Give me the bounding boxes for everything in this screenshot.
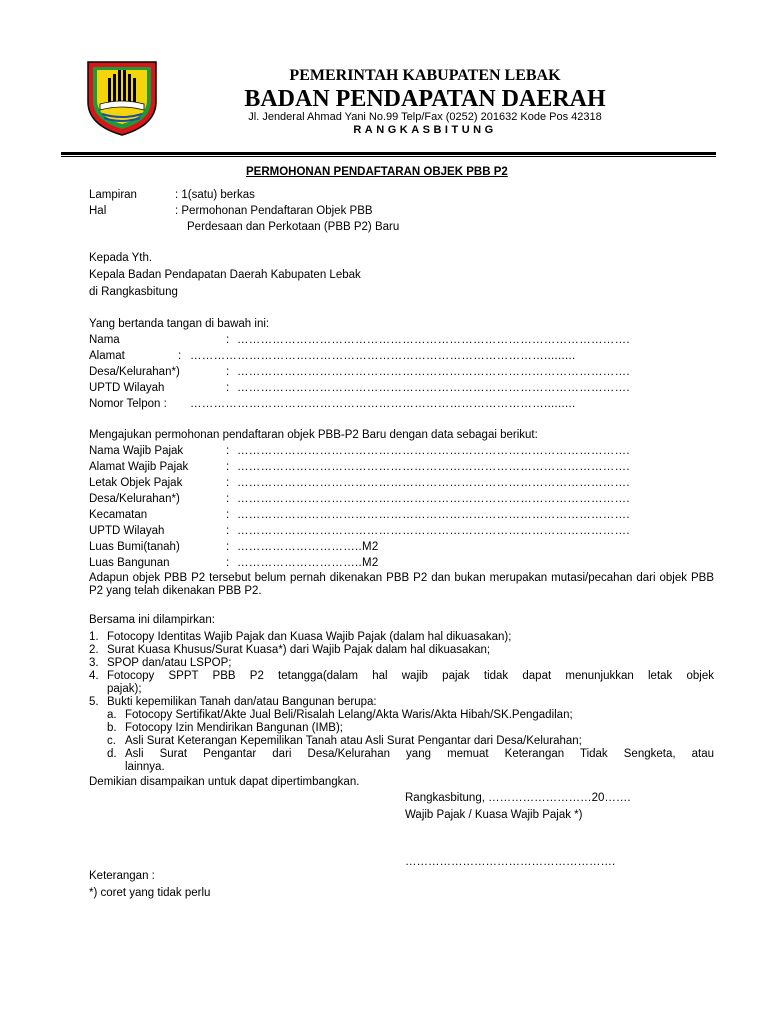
field-blank-luas-bangunan: …………………………..M2 [237,557,379,569]
field-colon: : [178,350,182,362]
field-blank-telpon: ………………………………………………………………………………......... [190,398,576,410]
applicant-intro: Yang bertanda tangan di bawah ini: [89,318,270,330]
attachment-subitem-continuation: lainnya. [125,761,165,773]
field-label-upt-objek: UPTD Wilayah [89,525,165,537]
object-statement: Adapun objek PBB P2 tersebut belum pernah dikenakan PBB P2 dan bukan merupakan mutasi/pecahan dari objek PBB P2 yang telah dikenakan PBB P2. [89,572,714,597]
object-intro: Mengajukan permohonan pendaftaran objek PBB-P2 Baru dengan data sebagai berikut: [89,429,538,441]
field-label-nama-wp: Nama Wajib Pajak [89,445,184,457]
attachment-item: 5. Bukti kepemilikan Tanah dan/atau Bangunan berupa: [89,696,377,708]
header-agency: BADAN PENDAPATAN DAERAH [244,86,606,112]
recipient-greeting: Kepada Yth. [89,252,153,264]
field-blank-luas-bumi: …………………………..M2 [237,541,379,553]
field-label-luas-bumi: Luas Bumi(tanah) [89,541,180,553]
header-rule-thick [61,152,716,155]
recipient-place: di Rangkasbitung [89,286,178,298]
place-date: Rangkasbitung, ………………………20……. [405,792,631,804]
notes-text: *) coret yang tidak perlu [89,887,211,899]
attachment-subitem: a. Fotocopy Sertifikat/Akte Jual Beli/Risalah Lelang/Akta Waris/Akta Hibah/SK.Pengadilan; [107,709,573,721]
field-label-telpon: Nomor Telpon : [89,398,167,410]
field-colon: : [226,382,230,394]
field-colon: : [226,334,230,346]
hal-value-2: Perdesaan dan Perkotaan (PBB P2) Baru [187,221,400,233]
attachment-subitem: b. Fotocopy Izin Mendirikan Bangunan (IMB); [107,722,343,734]
field-label-luas-bangunan: Luas Bangunan [89,557,170,569]
field-colon: : [226,477,230,489]
field-blank-alamat: ………………………………………………………………………………......... [190,350,576,362]
field-label-alamat: Alamat [89,350,125,362]
lebak-regency-logo [84,58,160,136]
header-city: RANGKASBITUNG [353,124,497,136]
field-colon: : [226,445,230,457]
attachment-item-continuation: pajak); [107,683,142,695]
field-label-nama: Nama [89,334,120,346]
attachment-item: 2. Surat Kuasa Khusus/Surat Kuasa*) dari Wajib Pajak dalam hal dikuasakan; [89,644,491,656]
document-title: PERMOHONAN PENDAFTARAN OBJEK PBB P2 [246,166,508,178]
signature-line: ………………………………………………. [405,856,616,868]
field-blank-nama: ………………………………………………………………………………………. [237,334,630,346]
field-blank-nama-wp: ………………………………………………………………………………………. [237,445,630,457]
header-rule-thin [61,156,716,157]
lampiran-label: Lampiran [89,189,137,201]
hal-label: Hal [89,205,107,217]
field-label-letak: Letak Objek Pajak [89,477,183,489]
field-colon: : [226,461,230,473]
attachment-item: 1. Fotocopy Identitas Wajib Pajak dan Kuasa Wajib Pajak (dalam hal dikuasakan); [89,631,512,643]
field-blank-letak: ………………………………………………………………………………………. [237,477,630,489]
field-label-upt: UPTD Wilayah [89,382,165,394]
field-blank-kecamatan: ………………………………………………………………………………………. [237,509,630,521]
closing-text: Demikian disampaikan untuk dapat dipertimbangkan. [89,776,360,788]
signer-title: Wajib Pajak / Kuasa Wajib Pajak *) [405,809,583,821]
field-blank-upt-objek: ………………………………………………………………………………………. [237,525,630,537]
field-colon: : [226,541,230,553]
field-label-desa: Desa/Kelurahan*) [89,366,180,378]
field-colon: : [226,493,230,505]
field-blank-desa-objek: ………………………………………………………………………………………. [237,493,630,505]
field-colon: : [226,525,230,537]
attachment-item: 3. SPOP dan/atau LSPOP; [89,657,232,669]
field-label-desa-objek: Desa/Kelurahan*) [89,493,180,505]
notes-label: Keterangan : [89,870,155,882]
recipient-name: Kepala Badan Pendapatan Daerah Kabupaten Lebak [89,269,361,281]
attachments-intro: Bersama ini dilampirkan: [89,614,215,626]
field-label-alamat-wp: Alamat Wajib Pajak [89,461,189,473]
lampiran-value: : 1(satu) berkas [175,189,255,201]
attachment-subitem: d. Asli Surat Pengantar dari Desa/Kelurahan yang memuat Keterangan Tidak Sengketa, atau [107,748,714,760]
hal-value-1: : Permohonan Pendaftaran Objek PBB [175,205,373,217]
field-blank-desa: ………………………………………………………………………………………. [237,366,630,378]
field-blank-upt: ………………………………………………………………………………………. [237,382,630,394]
attachment-item: 4. Fotocopy SPPT PBB P2 tetangga(dalam hal wajib pajak tidak dapat menunjukkan letak objek [89,670,714,682]
header-address: Jl. Jenderal Ahmad Yani No.99 Telp/Fax (0252) 201632 Kode Pos 42318 [248,111,602,123]
field-colon: : [226,366,230,378]
header-government: PEMERINTAH KABUPATEN LEBAK [289,67,561,84]
field-blank-alamat-wp: ………………………………………………………………………………………. [237,461,630,473]
field-colon: : [226,557,230,569]
field-label-kecamatan: Kecamatan [89,509,148,521]
field-colon: : [226,509,230,521]
attachment-subitem: c. Asli Surat Keterangan Kepemilikan Tanah atau Asli Surat Pengantar dari Desa/Kelurahan; [107,735,582,747]
